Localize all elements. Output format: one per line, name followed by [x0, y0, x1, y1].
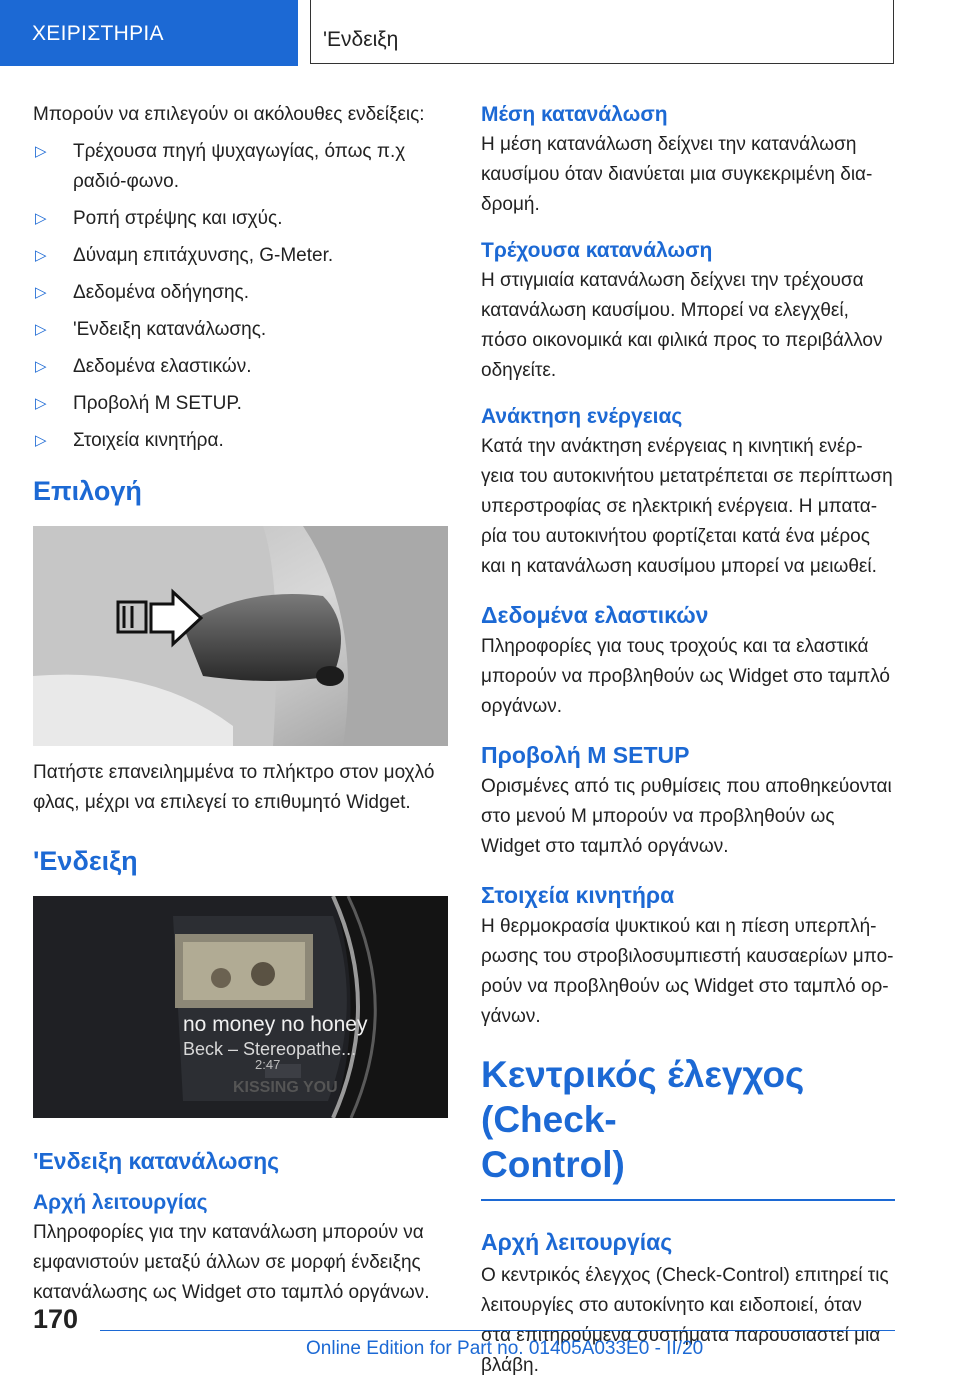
- turn-signal-lever-image: [33, 526, 448, 746]
- heading-check-line-2: Control): [481, 1144, 625, 1185]
- triangle-bullet-icon: ▷: [35, 395, 47, 412]
- heading-principle-2: Αρχή λειτουργίας: [481, 1229, 673, 1255]
- heading-principle: Αρχή λειτουργίας: [33, 1191, 208, 1214]
- heading-select: Επιλογή: [33, 476, 142, 506]
- lever-illustration: [33, 526, 448, 746]
- select-text: Πατήστε επανειλημμένα το πλήκτρο στον μοχλό φλας, μέχρι να επιλεγεί το επιθυμητό Widget.: [33, 762, 435, 813]
- list-item: ▷ Τρέχουσα πηγή ψυχαγωγίας, όπως π.χ ραδιό-φωνο.: [33, 137, 448, 197]
- tires-text: Πληροφορίες για τους τροχούς και τα ελαστικά μπορούν να προβληθούν ως Widget στο ταμπλό οργάνων.: [481, 636, 890, 717]
- track-time: 2:47: [255, 1057, 281, 1072]
- triangle-bullet-icon: ▷: [35, 321, 47, 338]
- page-header: [0, 0, 960, 66]
- heading-consumption: 'Ενδειξη κατανάλωσης: [33, 1148, 280, 1174]
- heading-recovery: Ανάκτηση ενέργειας: [481, 405, 683, 428]
- heading-check-control: [481, 1052, 895, 1187]
- triangle-bullet-icon: ▷: [35, 284, 47, 301]
- footer-rule: [100, 1330, 895, 1331]
- average-text: Η μέση κατανάλωση δείχνει την κατανάλωση καυσίμου όταν διανύεται μια συγκεκριμένη δια-δρομή.: [481, 134, 873, 215]
- song-title: no money no honey: [183, 1013, 368, 1036]
- principle-text: Πληροφορίες για την κατανάλωση μπορούν να εμφανιστούν μεταξύ άλλων σε μορφή ένδειξης κατανάλωσης ως Widget στο ταμπλό οργάνων.: [33, 1222, 430, 1303]
- heading-check-line-1: Κεντρικός έλεγχος (Check-: [481, 1054, 805, 1140]
- list-item: ▷ Ροπή στρέψης και ισχύς.: [33, 204, 448, 234]
- artist-name: Beck – Stereopathe...: [183, 1039, 357, 1059]
- heading-display: 'Ενδειξη: [33, 846, 138, 876]
- intro-text: Μπορούν να επιλεγούν οι ακόλουθες ενδείξεις:: [33, 104, 425, 125]
- cluster-display-photo: [33, 896, 448, 1118]
- msetup-text: Ορισμένες από τις ρυθμίσεις που αποθηκεύονται στο μενού M μπορούν να προβληθούν ως Widget στο ταμπλό οργάνων.: [481, 776, 892, 857]
- instrument-cluster-image: [33, 896, 448, 1118]
- list-item: ▷ Δύναμη επιτάχυνσης, G-Meter.: [33, 241, 448, 271]
- current-text: Η στιγμιαία κατανάλωση δείχνει την τρέχουσα κατανάλωση καυσίμου. Μπορεί να ελεγχθεί, πόσο οικονομικά και φιλικά προς το περιβάλλον οδηγείτε.: [481, 270, 883, 381]
- list-item: ▷ Δεδομένα οδήγησης.: [33, 278, 448, 308]
- section-label: ΧΕΙΡΙΣΤΗΡΙΑ: [32, 22, 164, 45]
- edition-link[interactable]: Online Edition for Part no. 01405A033E0 - II/20: [306, 1338, 704, 1359]
- triangle-bullet-icon: ▷: [35, 358, 47, 375]
- list-item: ▷ 'Ενδειξη κατανάλωσης.: [33, 315, 448, 345]
- heading-tires: Δεδομένα ελαστικών: [481, 602, 709, 628]
- album-banner: KISSING YOU: [233, 1079, 338, 1096]
- principle2-text: Ο κεντρικός έλεγχος (Check-Control) επιτηρεί τις λειτουργίες στο αυτοκίνητο και ειδοποιεί, όταν στα επιτηρούμενα συστήματα παρουσιαστεί μια βλάβη.: [481, 1265, 889, 1376]
- bullet-list: [33, 137, 448, 456]
- list-item: ▷ Στοιχεία κινητήρα.: [33, 426, 448, 456]
- engine-text: Η θερμοκρασία ψυκτικού και η πίεση υπερπλή-ρωσης του στροβιλοσυμπιεστή καυσαερίων μπο-ρούν να προβληθούν ως Widget στο ταμπλό ορ-γάνων.: [481, 916, 894, 1027]
- heading-current: Τρέχουσα κατανάλωση: [481, 239, 713, 262]
- page-number: 170: [33, 1304, 79, 1334]
- page-footer: [0, 1290, 960, 1362]
- triangle-bullet-icon: ▷: [35, 143, 47, 160]
- triangle-bullet-icon: ▷: [35, 247, 47, 264]
- recovery-text: Κατά την ανάκτηση ενέργειας η κινητική ενέρ-γεια του αυτοκινήτου μετατρέπεται σε περίπτωση υπερστροφίας σε ηλεκτρική ενέργεια. Η μπατα-ρία του αυτοκινήτου φορτίζεται κατά ένα μέρος και η κατανάλωση καυσίμου μπορεί να μειωθεί.: [481, 436, 893, 577]
- list-item: ▷ Δεδομένα ελαστικών.: [33, 352, 448, 382]
- header-title-box: [310, 0, 894, 64]
- triangle-bullet-icon: ▷: [35, 210, 47, 227]
- header-title: 'Ενδειξη: [323, 28, 399, 51]
- left-column: [33, 96, 448, 1308]
- heading-average: Μέση κατανάλωση: [481, 103, 668, 126]
- heading-engine: Στοιχεία κινητήρα: [481, 882, 675, 908]
- section-tab: [0, 0, 298, 66]
- list-item: ▷ Προβολή M SETUP.: [33, 389, 448, 419]
- right-column: [481, 96, 895, 1381]
- section-rule: [481, 1199, 895, 1201]
- heading-msetup: Προβολή M SETUP: [481, 742, 690, 768]
- triangle-bullet-icon: ▷: [35, 432, 47, 449]
